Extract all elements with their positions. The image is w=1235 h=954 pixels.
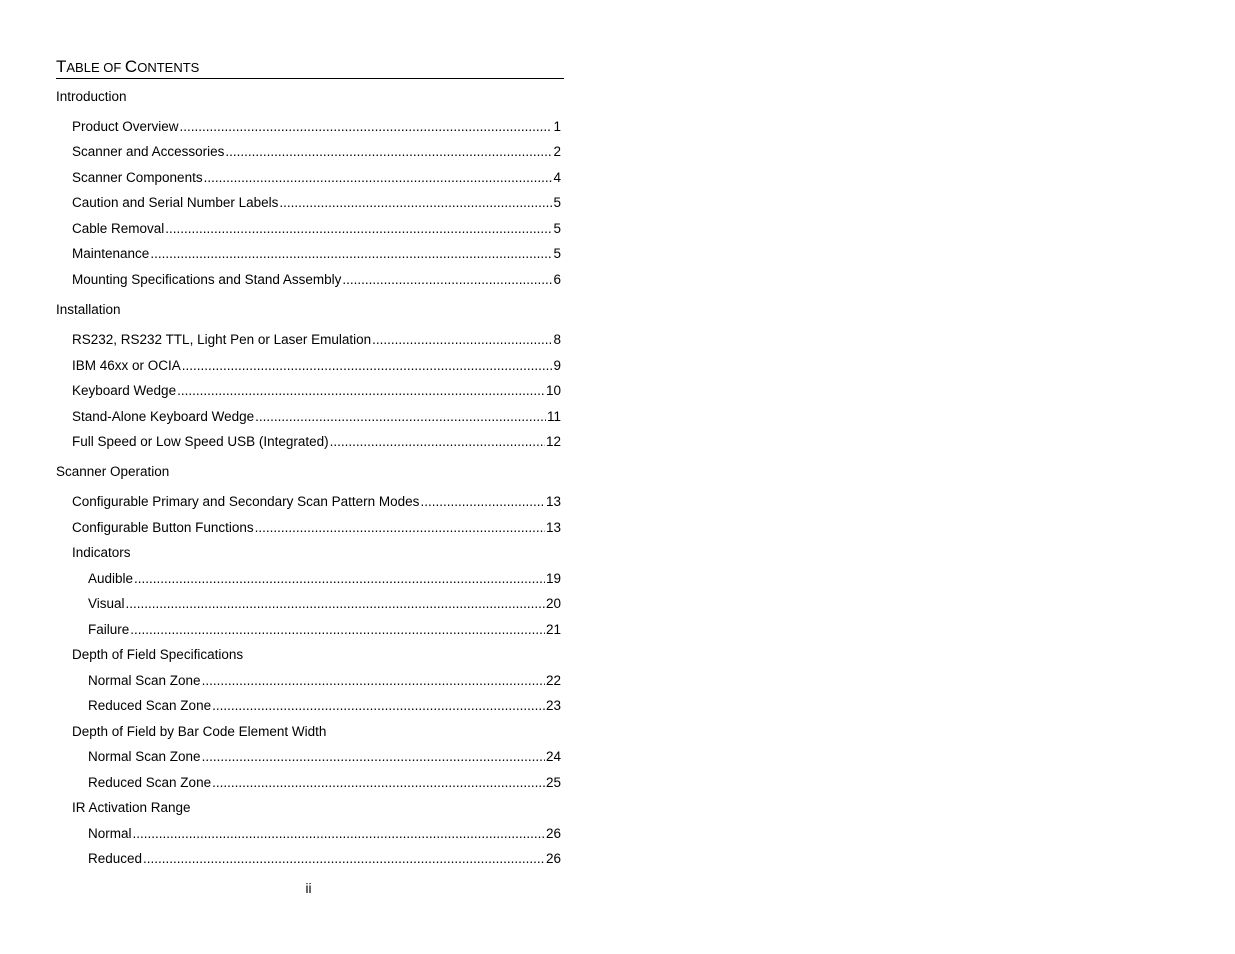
dot-leader — [372, 331, 552, 349]
toc-entry-page: 6 — [553, 272, 561, 287]
dot-leader — [255, 408, 546, 426]
toc-entry-page: 8 — [553, 332, 561, 347]
toc-entry-label: Caution and Serial Number Labels — [72, 195, 279, 210]
toc-entry-page: 19 — [545, 571, 561, 586]
toc-entry-page: 23 — [545, 698, 561, 713]
dot-leader — [165, 220, 552, 238]
toc-entry[interactable] — [72, 143, 561, 161]
dot-leader — [180, 118, 553, 136]
toc-entry[interactable] — [88, 570, 561, 588]
subsection-heading: Depth of Field by Bar Code Element Width — [72, 724, 327, 739]
dot-leader — [177, 382, 545, 400]
toc-entry[interactable] — [72, 271, 561, 289]
dot-leader — [330, 433, 545, 451]
subsection-heading: IR Activation Range — [72, 800, 191, 815]
toc-entry[interactable] — [72, 382, 561, 400]
toc-entry-page: 4 — [553, 170, 561, 185]
toc-entry[interactable] — [88, 595, 561, 613]
toc-entry[interactable] — [88, 774, 561, 792]
toc-entry-page: 10 — [545, 383, 561, 398]
toc-entry[interactable] — [72, 118, 561, 136]
toc-entry[interactable] — [72, 220, 561, 238]
toc-entry-page: 1 — [553, 119, 561, 134]
toc-entry-page: 13 — [545, 494, 561, 509]
toc-entry-label: Maintenance — [72, 246, 150, 261]
toc-entry-label: Visual — [88, 596, 125, 611]
dot-leader — [133, 825, 545, 843]
toc-entry-label: Reduced — [88, 851, 143, 866]
toc-entry-label: Normal — [88, 826, 132, 841]
dot-leader — [342, 271, 552, 289]
toc-entry-label: IBM 46xx or OCIA — [72, 358, 181, 373]
toc-entry-page: 5 — [553, 246, 561, 261]
dot-leader — [182, 357, 553, 375]
toc-entry[interactable] — [72, 169, 561, 187]
toc-entry-label: Configurable Button Functions — [72, 520, 254, 535]
toc-entry-label: Mounting Specifications and Stand Assembly — [72, 272, 342, 287]
toc-entry-label: Cable Removal — [72, 221, 165, 236]
toc-entry-label: Scanner Components — [72, 170, 203, 185]
toc-entry[interactable] — [72, 357, 561, 375]
dot-leader — [143, 850, 545, 868]
toc-entry-label: Configurable Primary and Secondary Scan Pattern Modes — [72, 494, 420, 509]
toc-entry[interactable] — [88, 697, 561, 715]
dot-leader — [134, 570, 545, 588]
dot-leader — [204, 169, 553, 187]
dot-leader — [225, 143, 552, 161]
toc-entry-page: 11 — [546, 409, 561, 424]
toc-entry-page: 25 — [545, 775, 561, 790]
toc-entry-label: Full Speed or Low Speed USB (Integrated) — [72, 434, 329, 449]
toc-entry-page: 22 — [545, 673, 561, 688]
toc-entry-label: Reduced Scan Zone — [88, 698, 212, 713]
dot-leader — [212, 774, 545, 792]
section-heading: Introduction — [56, 89, 127, 104]
dot-leader — [279, 194, 552, 212]
toc-entry[interactable] — [72, 408, 561, 426]
dot-leader — [212, 697, 545, 715]
toc-entry-label: Scanner and Accessories — [72, 144, 225, 159]
toc-entry[interactable] — [88, 621, 561, 639]
toc-entry-label: Reduced Scan Zone — [88, 775, 212, 790]
dot-leader — [130, 621, 545, 639]
toc-entry[interactable] — [88, 748, 561, 766]
toc-entry[interactable] — [88, 850, 561, 868]
toc-entry[interactable] — [72, 331, 561, 349]
page-number: ii — [305, 881, 312, 896]
toc-entry-page: 26 — [545, 851, 561, 866]
dot-leader — [202, 672, 545, 690]
section-heading: Scanner Operation — [56, 464, 170, 479]
subsection-heading: Depth of Field Specifications — [72, 647, 244, 662]
toc-entry[interactable] — [88, 825, 561, 843]
toc-entry-label: Normal Scan Zone — [88, 673, 201, 688]
toc-entry-page: 5 — [553, 221, 561, 236]
dot-leader — [150, 245, 552, 263]
toc-entry-page: 20 — [545, 596, 561, 611]
dot-leader — [255, 519, 545, 537]
section-heading: Installation — [56, 302, 121, 317]
dot-leader — [126, 595, 545, 613]
toc-entry-page: 9 — [553, 358, 561, 373]
toc-entry-page: 24 — [545, 749, 561, 764]
toc-entry[interactable] — [72, 194, 561, 212]
toc-entry-page: 13 — [545, 520, 561, 535]
toc-entry-label: Keyboard Wedge — [72, 383, 177, 398]
subsection-heading: Indicators — [72, 545, 131, 560]
toc-entry-label: Failure — [88, 622, 130, 637]
toc-entry[interactable] — [72, 519, 561, 537]
toc-entry-label: Product Overview — [72, 119, 179, 134]
toc-entry[interactable] — [88, 672, 561, 690]
toc-entry-page: 21 — [545, 622, 561, 637]
dot-leader — [420, 493, 545, 511]
toc-entry[interactable] — [72, 493, 561, 511]
toc-entry-label: Normal Scan Zone — [88, 749, 201, 764]
toc-entry-page: 26 — [545, 826, 561, 841]
toc-entry-page: 12 — [545, 434, 561, 449]
toc-entry-label: Audible — [88, 571, 134, 586]
toc-entry-label: Stand-Alone Keyboard Wedge — [72, 409, 255, 424]
toc-entry-page: 5 — [553, 195, 561, 210]
toc-title: TABLE OF CONTENTS — [56, 56, 564, 79]
dot-leader — [202, 748, 545, 766]
toc-entry-page: 2 — [553, 144, 561, 159]
toc-entry[interactable] — [72, 245, 561, 263]
toc-entry-label: RS232, RS232 TTL, Light Pen or Laser Emulation — [72, 332, 372, 347]
toc-entry[interactable] — [72, 433, 561, 451]
